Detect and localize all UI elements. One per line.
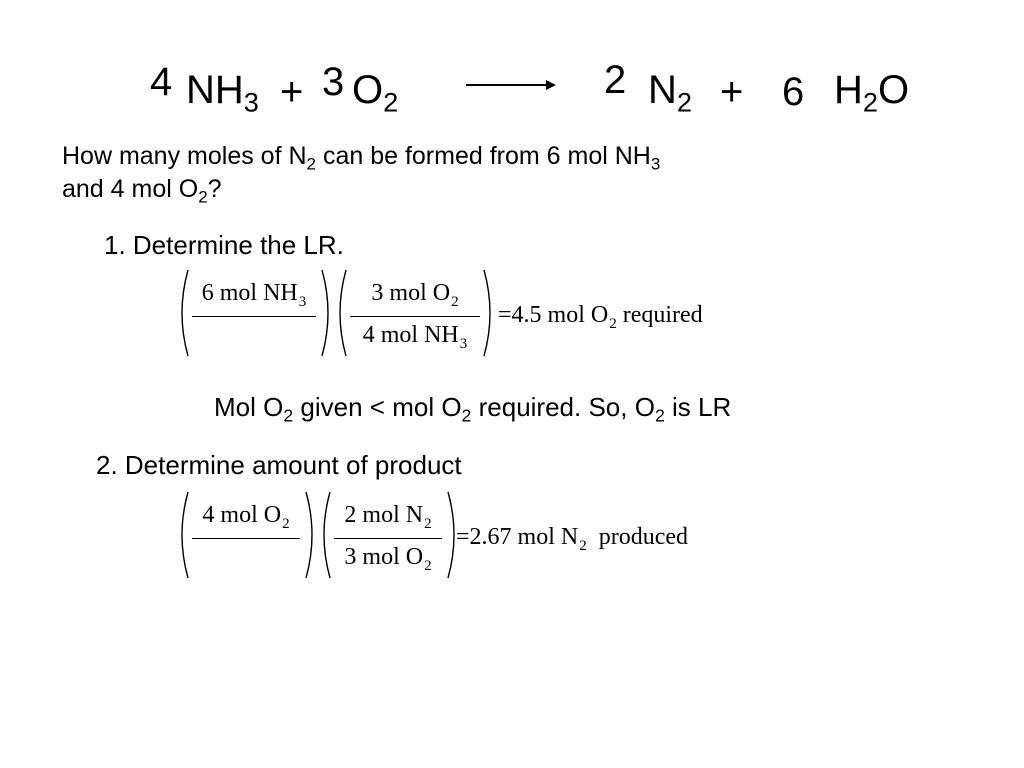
fraction1-bar	[192, 316, 316, 317]
fraction2-numerator: 3 mol $O_2$	[371, 280, 459, 310]
fraction1-numerator: 6 mol $NH_3$	[201, 280, 307, 310]
step1-heading: 1. Determine the LR.	[104, 230, 344, 260]
fraction4-denominator: 3 mol $O_2$	[344, 544, 432, 574]
step2-result: =2.67 mol $N_2$ produced	[456, 524, 688, 554]
fraction4-bar	[334, 538, 442, 539]
step2-calculation	[176, 490, 776, 580]
paren-close-3	[304, 490, 318, 580]
reaction-arrow-icon	[466, 78, 556, 92]
fraction2-bar	[350, 316, 480, 317]
paren-close-2	[482, 268, 496, 358]
coefficient-n2: 2	[604, 58, 627, 102]
reactant-nh3: $NH_3$	[186, 68, 259, 118]
coefficient-h2o: 6	[782, 70, 805, 114]
step2-heading: 2. Determine amount of product	[96, 450, 462, 480]
paren-open-3	[176, 490, 190, 580]
lr-conclusion: Mol $O_2$ given < mol $O_2$ required. So, $O_2$ is LR	[214, 392, 732, 426]
product-n2: $N_2$	[648, 68, 693, 118]
paren-open-2	[334, 268, 348, 358]
paren-open-1	[176, 268, 190, 358]
fraction4-numerator: 2 mol $N_2$	[344, 502, 432, 532]
step1-result: =4.5 mol $O_2$ required	[498, 302, 703, 332]
coefficient-nh3: 4	[150, 60, 173, 104]
paren-open-4	[318, 490, 332, 580]
question-text: How many moles of $N_2$ can be formed from 6 mol $NH_3$ and 4 mol $O_2$?	[62, 142, 661, 206]
plus-sign-1: +	[280, 70, 304, 114]
coefficient-o2: 3	[322, 60, 345, 104]
fraction3-bar	[192, 538, 300, 539]
product-h2o: $H_2O$	[834, 68, 910, 118]
reactant-o2: $O_2$	[352, 68, 399, 118]
step1-calculation	[176, 268, 776, 358]
paren-close-1	[320, 268, 334, 358]
plus-sign-2: +	[720, 70, 744, 114]
fraction3-numerator: 4 mol $O_2$	[202, 502, 290, 532]
fraction2-denominator: 4 mol $NH_3$	[362, 322, 468, 352]
